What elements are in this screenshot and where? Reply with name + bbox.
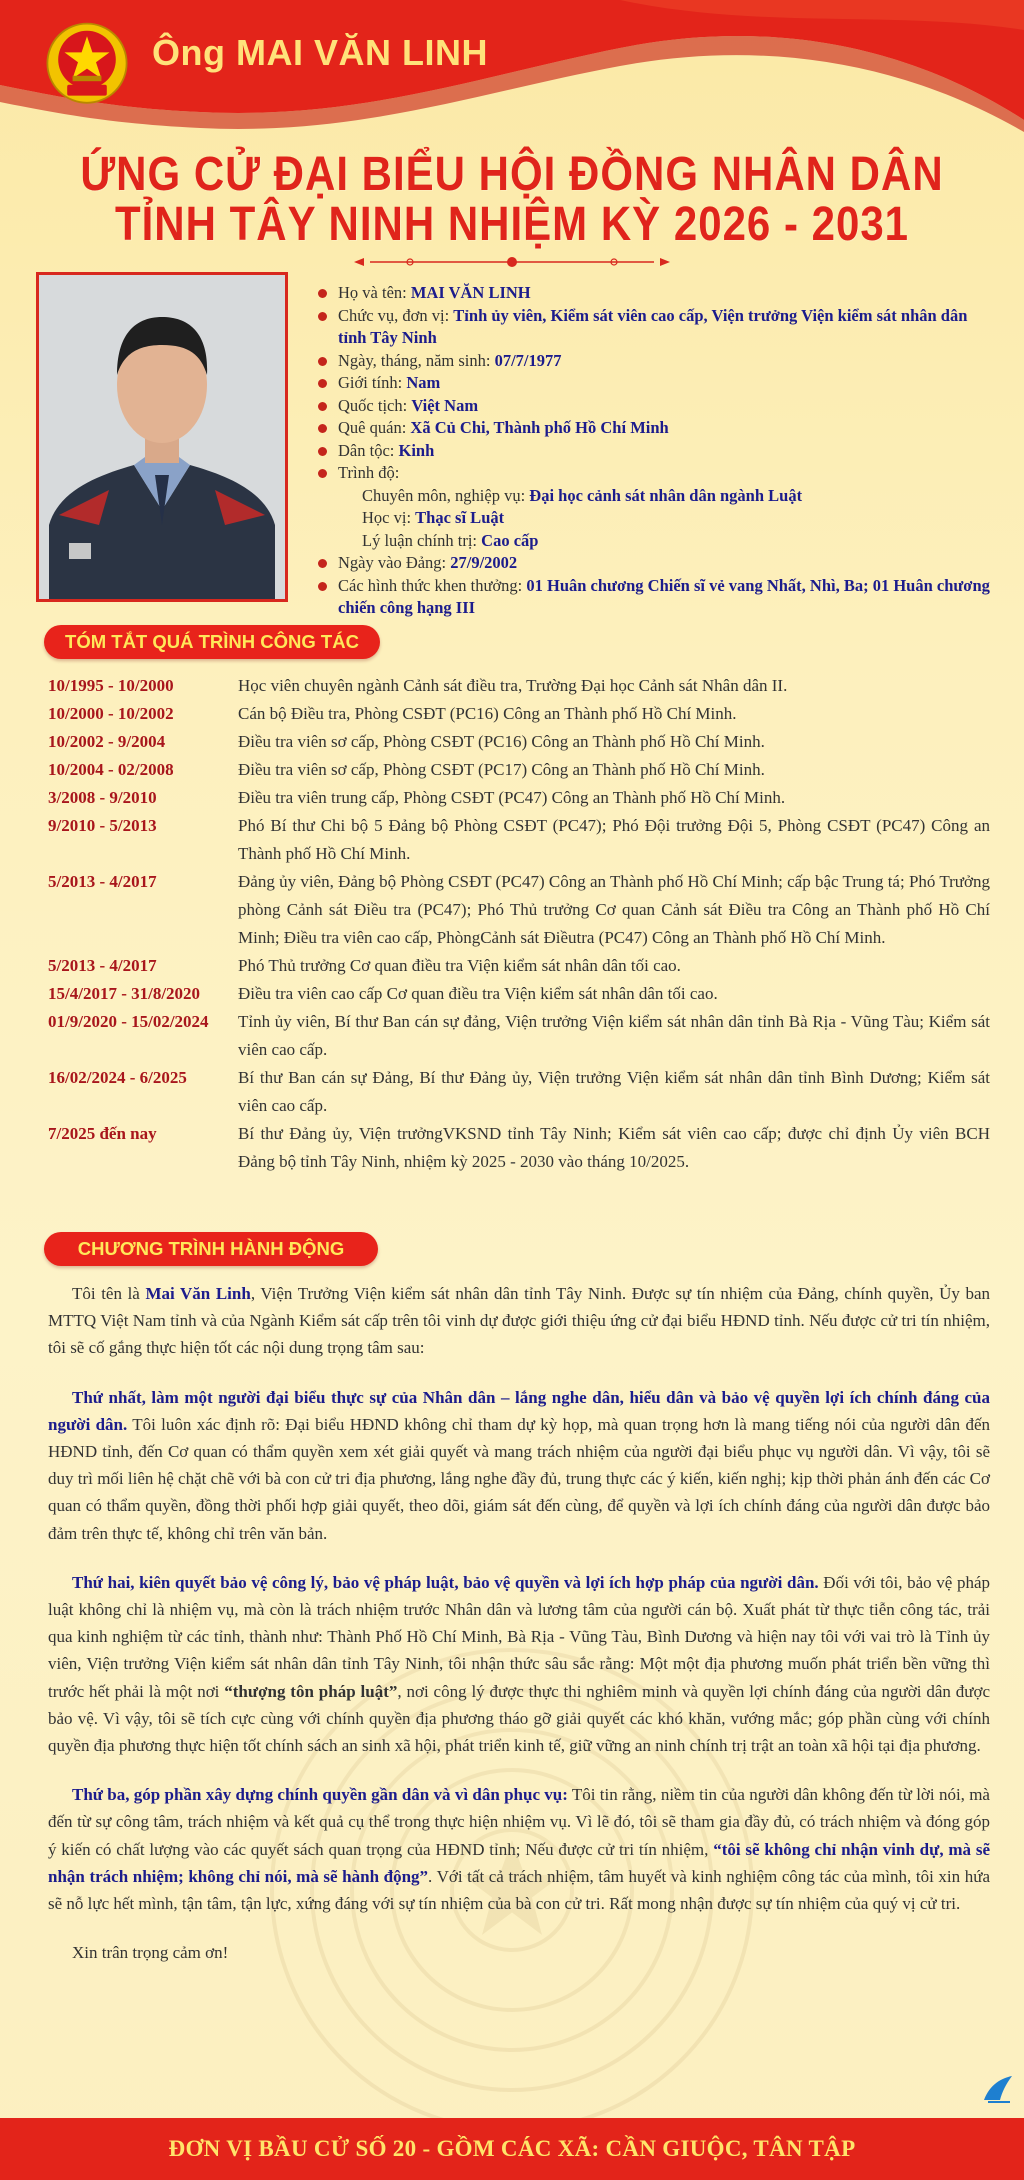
value: Đại học cảnh sát nhân dân ngành Luật <box>529 485 803 505</box>
bullet-icon <box>318 447 327 456</box>
point-body: , nơi công lý được thực thi nghiêm minh và quyền lợi chính đáng của người dân được bảo vệ. Vì vậy, tôi sẽ tích cực cùng với chính quyền địa phương tháo gỡ giải quyết các khó khăn, vướng mắc; góp phần cùng với chính quyền địa phương thực hiện tốt chính sách an sinh xã hội, phát triển kinh tế, giữ vững an ninh chính trị trật an toàn xã hội tại địa phương. <box>48 1681 990 1756</box>
label: Giới tính: <box>338 373 407 392</box>
label: Chuyên môn, nghiệp vụ: <box>362 485 530 505</box>
profile-ethnicity <box>318 440 990 463</box>
program-point-1 <box>48 1384 990 1547</box>
timeline-row <box>48 868 990 952</box>
timeline-row <box>48 1064 990 1120</box>
program-point-3 <box>48 1781 990 1917</box>
profile-gender <box>318 372 990 395</box>
profile-info <box>318 282 990 620</box>
value: 01 Huân chương Chiến sĩ vẻ vang Nhất, Nhì, Ba; 01 Huân chương chiến công hạng III <box>338 575 990 617</box>
value: Kinh <box>398 440 435 460</box>
label: Quốc tịch: <box>338 395 412 415</box>
timeline-date: 01/9/2020 - 15/02/2024 <box>48 1012 209 1031</box>
timeline-date: 7/2025 đến nay <box>48 1124 157 1143</box>
timeline-row <box>48 812 990 868</box>
timeline-date: 10/2000 - 10/2002 <box>48 704 174 723</box>
profile-party-date <box>318 552 990 575</box>
timeline-text: Bí thư Đảng ủy, Viện trưởngVKSND tỉnh Tây Ninh; Kiểm sát viên cao cấp; được chỉ định Ủy viên BCH Đảng bộ tỉnh Tây Ninh, nhiệm kỳ 2025 - 2030 vào tháng 10/2025. <box>238 1124 990 1171</box>
program-point-2 <box>48 1569 990 1759</box>
timeline-text: Đảng ủy viên, Đảng bộ Phòng CSĐT (PC47) Công an Thành phố Hồ Chí Minh; cấp bậc Trung tá; Phó Trưởng phòng Cảnh sát Điều tra (PC47); Phó Thủ trưởng Cơ quan Cảnh sát Điều tra Công an Thành phố Hồ Chí Minh; Điều tra viên cao cấp, PhòngCảnh sát Điềutra (PC47) Công an Thành phố Hồ Chí Minh. <box>238 872 990 947</box>
bullet-icon <box>318 402 327 411</box>
timeline-text: Học viên chuyên ngành Cảnh sát điều tra, Trường Đại học Cảnh sát Nhân dân II. <box>238 676 788 695</box>
candidate-name: Ông MAI VĂN LINH <box>152 32 488 73</box>
timeline-text: Bí thư Ban cán sự Đảng, Bí thư Đảng ủy, Viện trưởng Viện kiểm sát nhân dân tỉnh Bình Dương; Kiểm sát viên cao cấp. <box>238 1068 990 1115</box>
intro-text: , Viện Trưởng Viện kiểm sát nhân dân tỉnh Tây Ninh. Được sự tín nhiệm của Đảng, chính quyền, Ủy ban MTTQ Việt Nam tỉnh và của Ngành Kiểm sát cấp trên tôi vinh dự được giới thiệu ứng cử đại biểu HĐND tỉnh. Nếu được cử tri tín nhiệm, tôi sẽ cố gắng thực hiện tốt các nội dung trọng tâm sau: <box>48 1284 990 1358</box>
national-emblem-icon <box>42 20 132 110</box>
profile-specialty <box>318 485 990 508</box>
timeline-row <box>48 700 990 728</box>
bullet-icon <box>318 559 327 568</box>
bullet-icon <box>318 469 327 478</box>
action-program-text <box>48 1280 990 1988</box>
timeline-row <box>48 728 990 756</box>
point-body: Tôi luôn xác định rõ: Đại biểu HĐND không chỉ tham dự kỳ họp, mà quan trọng hơn là mang tiếng nói của người dân đến HĐND tỉnh, đến Cơ quan có thẩm quyền xem xét giải quyết và mang trách nhiệm của người đại biểu phục vụ người dân. Vì vậy, tôi sẽ duy trì mối liên hệ chặt chẽ với bà con cử tri địa phương, lắng nghe đầy đủ, trung thực các ý kiến, kiến nghị; kịp thời phản ánh đến các Cơ quan có thẩm quyền, đồng thời phối hợp giải quyết, theo dõi, giám sát đến cùng, để quyền và lợi ích chính đáng của người dân được bảo đảm trên thực tế, không chỉ trên văn bản. <box>48 1414 991 1543</box>
timeline-date: 9/2010 - 5/2013 <box>48 816 157 835</box>
program-thanks: Xin trân trọng cảm ơn! <box>72 1943 229 1963</box>
value: 27/9/2002 <box>450 553 518 572</box>
profile-politics <box>318 530 990 553</box>
value: 07/7/1977 <box>494 350 562 370</box>
timeline-text: Phó Thủ trưởng Cơ quan điều tra Viện kiểm sát nhân dân tối cao. <box>238 956 681 975</box>
bullet-icon <box>318 289 327 298</box>
label: Chức vụ, đơn vị: <box>338 305 454 325</box>
label: Các hình thức khen thưởng: <box>338 575 527 595</box>
label: Họ và tên: <box>338 283 411 302</box>
label: Lý luận chính trị: <box>362 530 482 550</box>
timeline-date: 10/2004 - 02/2008 <box>48 760 174 779</box>
point-quote: “tôi sẽ không chỉ nhận vinh dự, mà sẽ nhận trách nhiệm; không chỉ nói, mà sẽ hành động” <box>48 1839 991 1886</box>
footer-electoral-unit: ĐƠN VỊ BẦU CỬ SỐ 20 - GỒM CÁC XÃ: CẦN GIUỘC, TÂN TẬP <box>0 2118 1024 2180</box>
point-heading: Thứ nhất, làm một người đại biểu thực sự của Nhân dân – lắng nghe dân, hiểu dân và bảo vệ quyền lợi ích chính đáng của người dân. <box>48 1387 990 1434</box>
timeline-date: 15/4/2017 - 31/8/2020 <box>48 984 201 1003</box>
timeline-text: Điều tra viên trung cấp, Phòng CSĐT (PC47) Công an Thành phố Hồ Chí Minh. <box>238 788 786 807</box>
profile-awards <box>318 575 990 620</box>
header-red-wave <box>0 0 1024 160</box>
work-history-timeline <box>48 672 990 1176</box>
label: Ngày vào Đảng: <box>338 553 451 572</box>
bullet-icon <box>318 357 327 366</box>
timeline-date: 5/2013 - 4/2017 <box>48 956 157 975</box>
timeline-row <box>48 1120 990 1176</box>
point-body: Đối với tôi, bảo vệ pháp luật không chỉ là nhiệm vụ, mà còn là trách nhiệm trước Nhân dân và lương tâm của người cán bộ. Xuất phát từ thực tiễn công tác, trải qua kinh nghiệm từ các tỉnh, thành như: Thành Phố Hồ Chí Minh, Bà Rịa - Vũng Tàu, Bình Dương và hiện nay tôi với vai trò là Tỉnh ủy viên, Viện trưởng Viện kiểm sát nhân dân tỉnh Tây Ninh, tôi nhận thức sâu sắc rằng: Một một địa phương muốn phát triển bền vững thì trước hết phải là một nơi <box>48 1572 991 1701</box>
timeline-text: Điều tra viên cao cấp Cơ quan điều tra Viện kiểm sát nhân dân tối cao. <box>238 984 718 1003</box>
timeline-row <box>48 756 990 784</box>
timeline-date: 10/2002 - 9/2004 <box>48 732 166 751</box>
title-line-1: ỨNG CỬ ĐẠI BIỂU HỘI ĐỒNG NHÂN DÂN <box>80 146 944 201</box>
publisher-logo-icon <box>980 2070 1016 2106</box>
label: Trình độ: <box>338 463 400 482</box>
value: Việt Nam <box>411 395 479 415</box>
candidate-portrait <box>36 272 288 602</box>
title-line-2: TỈNH TÂY NINH NHIỆM KỲ 2026 - 2031 <box>114 196 910 251</box>
timeline-date: 3/2008 - 9/2010 <box>48 788 157 807</box>
profile-full-name <box>318 282 990 305</box>
timeline-row <box>48 980 990 1008</box>
intro-name: Mai Văn Linh <box>145 1284 251 1303</box>
timeline-text: Điều tra viên sơ cấp, Phòng CSĐT (PC17) Công an Thành phố Hồ Chí Minh. <box>238 760 765 779</box>
value: Xã Củ Chi, Thành phố Hồ Chí Minh <box>410 418 669 437</box>
timeline-row <box>48 672 990 700</box>
intro-text: Tôi tên là <box>72 1284 146 1303</box>
profile-degree <box>318 507 990 530</box>
point-heading: Thứ ba, góp phần xây dựng chính quyền gần dân và vì dân phục vụ: <box>72 1785 568 1805</box>
label: Học vị: <box>362 508 416 527</box>
timeline-row <box>48 784 990 812</box>
timeline-text: Tỉnh ủy viên, Bí thư Ban cán sự đảng, Viện trưởng Viện kiểm sát nhân dân tỉnh Bà Rịa - Vũng Tàu; Kiểm sát viên cao cấp. <box>238 1012 990 1059</box>
section-work-history-heading: TÓM TẮT QUÁ TRÌNH CÔNG TÁC <box>44 625 380 659</box>
value: Cao cấp <box>481 530 539 550</box>
timeline-date: 16/02/2024 - 6/2025 <box>48 1068 187 1087</box>
point-body: Tôi tin rằng, niềm tin của người dân không đến từ lời nói, mà đến từ sự công tâm, trách nhiệm và kết quả cụ thể trong thực hiện nhiệm vụ. Vì lẽ đó, tôi sẽ tham gia đầy đủ, có trách nhiệm và đóng góp ý kiến có chất lượng vào các quyết sách quan trọng của HĐND tỉnh; Nếu được cử tri tín nhiệm, <box>48 1785 990 1859</box>
profile-nationality <box>318 395 990 418</box>
bullet-icon <box>318 379 327 388</box>
portrait-illustration-icon <box>39 275 285 599</box>
timeline-text: Cán bộ Điều tra, Phòng CSĐT (PC16) Công an Thành phố Hồ Chí Minh. <box>238 704 737 723</box>
label: Ngày, tháng, năm sinh: <box>338 350 495 370</box>
timeline-row <box>48 1008 990 1064</box>
profile-hometown <box>318 417 990 440</box>
timeline-text: Phó Bí thư Chi bộ 5 Đảng bộ Phòng CSĐT (PC47); Phó Đội trưởng Đội 5, Phòng CSĐT (PC47) Công an Thành phố Hồ Chí Minh. <box>238 816 990 863</box>
timeline-date: 5/2013 - 4/2017 <box>48 872 157 891</box>
point-quote: “thượng tôn pháp luật” <box>224 1681 398 1701</box>
value: Thạc sĩ Luật <box>415 508 505 527</box>
timeline-date: 10/1995 - 10/2000 <box>48 676 174 695</box>
bullet-icon <box>318 582 327 591</box>
label: Quê quán: <box>338 418 411 437</box>
profile-position <box>318 305 990 350</box>
point-heading: Thứ hai, kiên quyết bảo vệ công lý, bảo vệ pháp luật, bảo vệ quyền và lợi ích hợp pháp của người dân. <box>72 1572 819 1592</box>
profile-education <box>318 462 990 485</box>
section-action-program-heading: CHƯƠNG TRÌNH HÀNH ĐỘNG <box>44 1232 378 1266</box>
point-body: . Với tất cả trách nhiệm, tâm huyết và kinh nghiệm công tác của mình, tôi xin hứa sẽ nỗ lực hết mình, tận tâm, tận lực, xứng đáng với sự tín nhiệm của bà con cử tri. Rất mong nhận được sự tín nhiệm của quý vị cử tri. <box>48 1866 990 1914</box>
value: MAI VĂN LINH <box>410 283 531 302</box>
program-intro <box>48 1280 990 1362</box>
title-divider-ornament <box>350 254 674 270</box>
bullet-icon <box>318 424 327 433</box>
profile-dob <box>318 350 990 373</box>
timeline-row <box>48 952 990 980</box>
bullet-icon <box>318 312 327 321</box>
timeline-text: Điều tra viên sơ cấp, Phòng CSĐT (PC16) Công an Thành phố Hồ Chí Minh. <box>238 732 765 751</box>
label: Dân tộc: <box>338 440 399 460</box>
value: Tỉnh ủy viên, Kiểm sát viên cao cấp, Viện trưởng Viện kiểm sát nhân dân tỉnh Tây Ninh <box>338 305 968 347</box>
value: Nam <box>406 373 441 392</box>
